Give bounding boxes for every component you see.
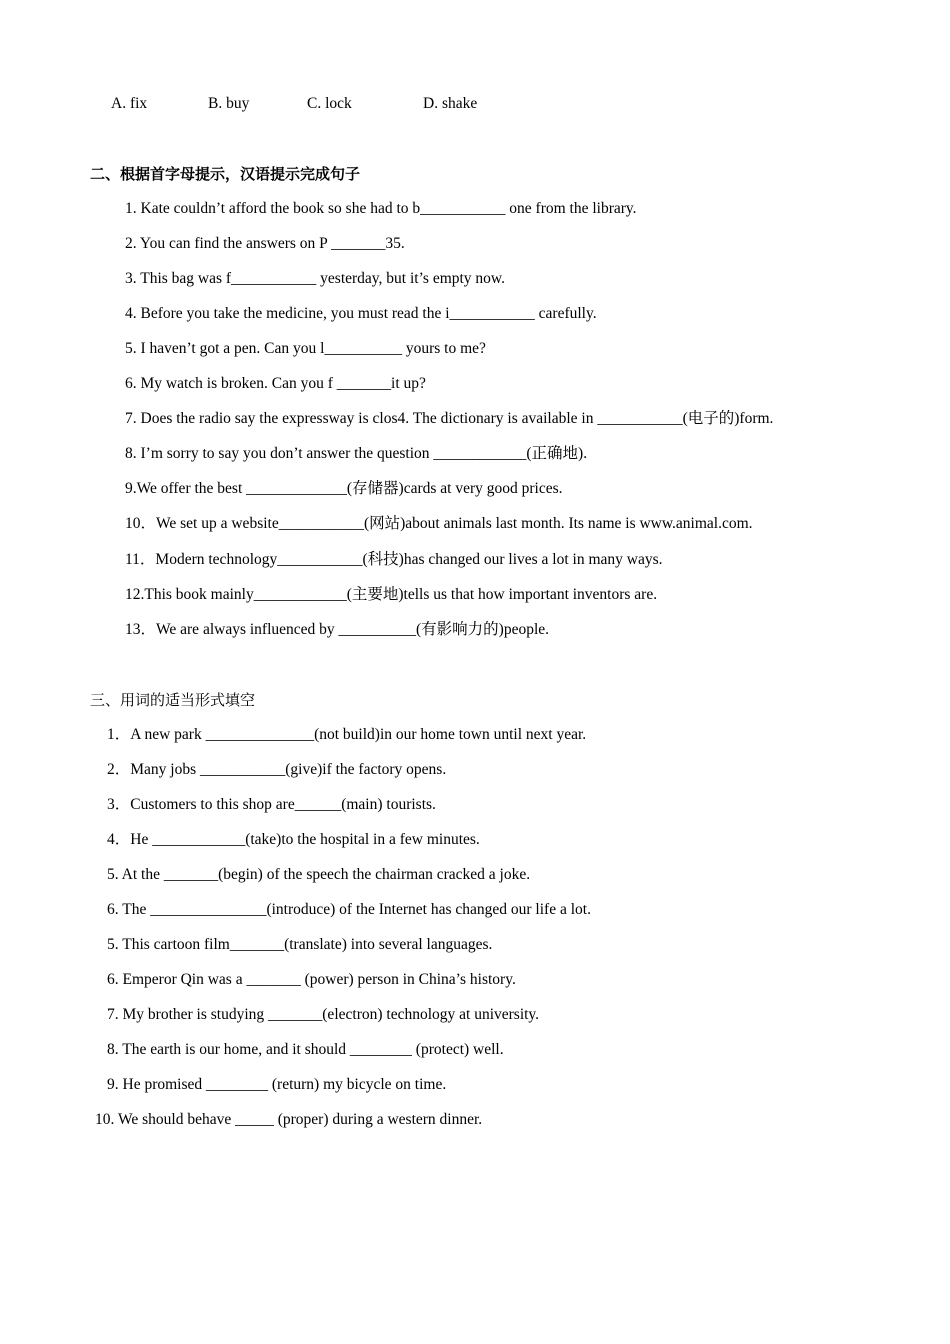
section2-item: 10．We set up a website___________(网站)about animals last month. Its name is www.animal.com.	[125, 515, 753, 532]
section3-item: 1．A new park ______________(not build)in our home town until next year.	[107, 726, 587, 743]
section2-item: 11．Modern technology___________(科技)has changed our lives a lot in many ways.	[125, 551, 663, 568]
section3-item: 9. He promised ________ (return) my bicycle on time.	[107, 1076, 447, 1093]
section2-item: 2. You can find the answers on P _______35.	[125, 235, 405, 252]
section2-item: 3. This bag was f___________ yesterday, but it’s empty now.	[125, 270, 505, 287]
section2-item: 8. I’m sorry to say you don’t answer the question ____________(正确地).	[125, 445, 588, 462]
section3-item: 7. My brother is studying _______(electron) technology at university.	[107, 1006, 540, 1023]
section2-item: 13．We are always influenced by __________(有影响力的)people.	[125, 621, 550, 638]
section3-item: 6. The _______________(introduce) of the Internet has changed our life a lot.	[107, 901, 591, 918]
option-a: A. fix	[111, 95, 148, 112]
section3-item: 5. This cartoon film_______(translate) into several languages.	[107, 936, 493, 953]
section3-item: 4．He ____________(take)to the hospital in a few minutes.	[107, 831, 480, 848]
section3-item: 3．Customers to this shop are______(main) tourists.	[107, 796, 436, 813]
section2-item: 5. I haven’t got a pen. Can you l__________ yours to me?	[125, 340, 486, 357]
section2-item: 7. Does the radio say the expressway is clos4. The dictionary is available in ___________(电子的)form.	[125, 410, 774, 427]
section2-heading: 二、根据首字母提示，汉语提示完成句子	[90, 165, 361, 183]
section3-item: 8. The earth is our home, and it should ________ (protect) well.	[107, 1041, 504, 1058]
section3-item: 2．Many jobs ___________(give)if the factory opens.	[107, 761, 447, 778]
section3-item: 10. We should behave _____ (proper) during a western dinner.	[95, 1111, 483, 1128]
section3-heading: 三、用词的适当形式填空	[90, 691, 256, 709]
section3-item: 5. At the _______(begin) of the speech the chairman cracked a joke.	[107, 866, 531, 883]
option-c: C. lock	[307, 95, 352, 112]
section2-item: 9.We offer the best _____________(存储器)cards at very good prices.	[125, 480, 563, 497]
section3-item: 6. Emperor Qin was a _______ (power) person in China’s history.	[107, 971, 516, 988]
section2-item: 12.This book mainly____________(主要地)tells us that how important inventors are.	[125, 586, 658, 603]
section2-item: 1. Kate couldn’t afford the book so she had to b___________ one from the library.	[125, 200, 637, 217]
option-b: B. buy	[208, 95, 250, 112]
section2-item: 4. Before you take the medicine, you must read the i___________ carefully.	[125, 305, 597, 322]
option-d: D. shake	[423, 95, 478, 112]
section2-item: 6. My watch is broken. Can you f _______it up?	[125, 375, 426, 392]
